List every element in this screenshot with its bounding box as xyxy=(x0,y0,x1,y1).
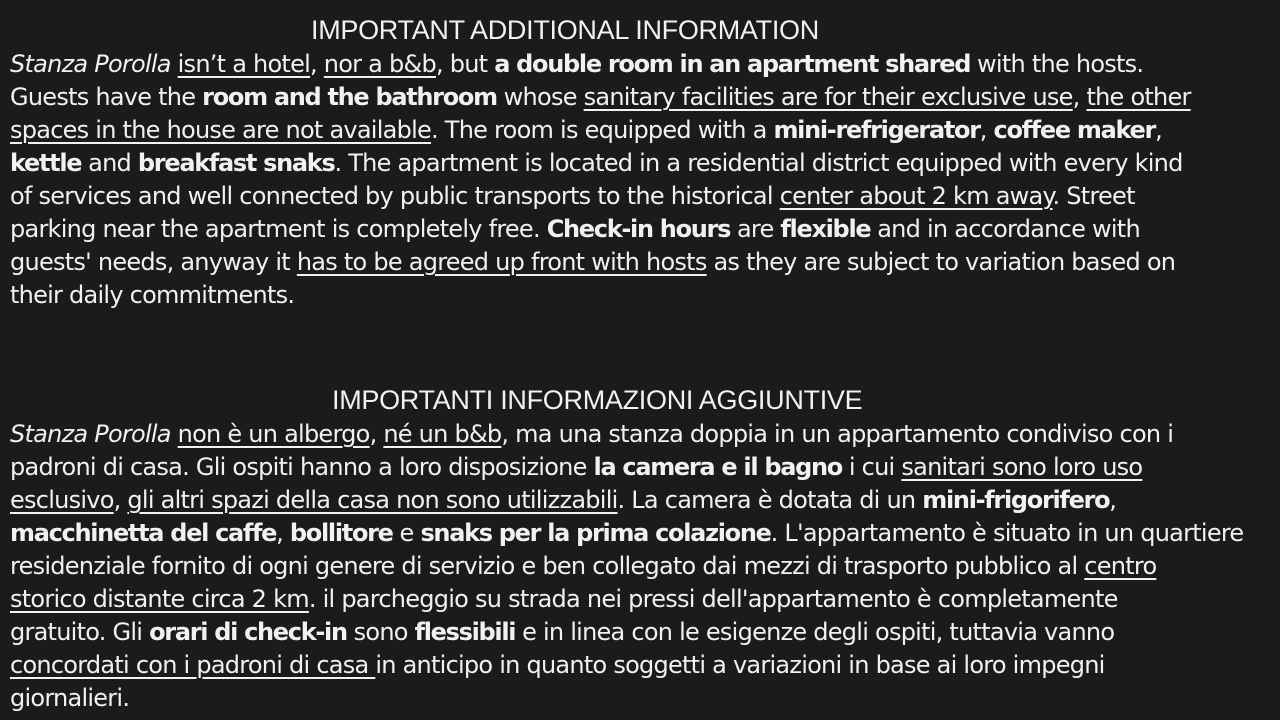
bold-text: mini-frigorifero xyxy=(922,486,1110,514)
text-segment: as they are subject to variation based on xyxy=(706,248,1176,276)
text-segment: whose xyxy=(496,83,584,111)
text-segment: , xyxy=(369,420,384,448)
underlined-text: centro xyxy=(1084,552,1157,580)
text-segment: are xyxy=(730,215,781,243)
text-segment: . Street xyxy=(1052,182,1135,210)
text-segment: . L'appartamento è situato in un quartiere xyxy=(770,519,1244,547)
text-segment: , xyxy=(310,50,324,78)
text-segment: , xyxy=(1155,116,1162,144)
text-line xyxy=(10,550,1272,583)
text-line xyxy=(10,649,1272,682)
bold-text: kettle xyxy=(10,149,82,177)
text-segment: . il parcheggio su strada nei pressi dell'appartamento è completamente xyxy=(308,585,1118,613)
text-segment: , ma una stanza doppia in un appartamento condiviso con i xyxy=(501,420,1174,448)
text-segment: , xyxy=(979,116,994,144)
underlined-text: né un b&b xyxy=(383,420,502,448)
text-segment: . La camera è dotata di un xyxy=(617,486,923,514)
text-segment: residenziale fornito di ogni genere di servizio e ben collegato dai mezzi di trasporto pubblico al xyxy=(10,552,1085,580)
underlined-text: center about 2 km away xyxy=(779,182,1053,210)
text-segment: , xyxy=(276,519,290,547)
text-line xyxy=(10,81,1272,114)
text-line xyxy=(10,616,1272,649)
bold-text: orari di check-in xyxy=(149,618,347,646)
text-line xyxy=(10,451,1272,484)
italic-text: Stanza Porolla xyxy=(10,420,171,448)
text-segment: padroni di casa. Gli ospiti hanno a loro disposizione xyxy=(10,453,594,481)
italic-text: Stanza Porolla xyxy=(10,50,171,78)
text-segment: Guests have the xyxy=(10,83,203,111)
underlined-text: sanitary facilities are for their exclusive use xyxy=(583,83,1073,111)
text-line xyxy=(10,279,1272,312)
text-line xyxy=(10,147,1272,180)
bold-text: macchinetta del caffe xyxy=(10,519,277,547)
text-segment: their daily commitments. xyxy=(10,281,295,309)
text-segment: of services and well connected by public transports to the historical xyxy=(10,182,780,210)
text-line xyxy=(10,517,1272,550)
bold-text: breakfast snaks xyxy=(137,149,335,177)
text-segment: . The apartment is located in a residential district equipped with every kind xyxy=(334,149,1183,177)
text-segment xyxy=(171,50,178,78)
text-segment: in anticipo in quanto soggetti a variazioni in base ai loro impegni xyxy=(375,651,1105,679)
english-section xyxy=(10,12,1272,312)
text-segment: , but xyxy=(435,50,495,78)
bold-text: bollitore xyxy=(289,519,393,547)
english-heading: IMPORTANT ADDITIONAL INFORMATION xyxy=(311,15,819,45)
underlined-text: nor a b&b xyxy=(323,50,436,78)
text-line xyxy=(10,682,1272,715)
underlined-text: non è un albergo xyxy=(177,420,370,448)
bold-text: Check-in hours xyxy=(546,215,731,243)
bold-text: snaks per la prima colazione xyxy=(420,519,771,547)
underlined-text: isn’t a hotel xyxy=(177,50,311,78)
italian-paragraph xyxy=(10,418,1272,715)
text-segment: guests' needs, anyway it xyxy=(10,248,297,276)
bold-text: coffee maker xyxy=(993,116,1156,144)
bold-text: room and the bathroom xyxy=(202,83,497,111)
text-segment: gratuito. Gli xyxy=(10,618,150,646)
italian-section xyxy=(10,382,1272,715)
underlined-text: spaces in the house are not available xyxy=(10,116,432,144)
text-segment: , xyxy=(1109,486,1117,514)
text-segment: and xyxy=(81,149,138,177)
text-line xyxy=(10,213,1272,246)
text-line xyxy=(10,114,1272,147)
underlined-text: gli altri spazi della casa non sono utilizzabili xyxy=(127,486,618,514)
text-line xyxy=(10,583,1272,616)
text-segment: sono xyxy=(346,618,415,646)
bold-text: a double room in an apartment shared xyxy=(494,50,971,78)
underlined-text: storico distante circa 2 km xyxy=(10,585,309,613)
bold-text: la camera e il bagno xyxy=(593,453,842,481)
text-segment: , xyxy=(113,486,128,514)
text-segment: and in accordance with xyxy=(870,215,1140,243)
text-segment: giornalieri. xyxy=(10,684,130,712)
text-segment: with the hosts. xyxy=(970,50,1144,78)
underlined-text: sanitari sono loro uso xyxy=(901,453,1143,481)
text-segment: parking near the apartment is completely free. xyxy=(10,215,547,243)
underlined-text: esclusivo xyxy=(10,486,114,514)
text-segment xyxy=(171,420,178,448)
text-line xyxy=(10,180,1272,213)
text-segment: i cui xyxy=(841,453,902,481)
underlined-text: concordati con i padroni di casa xyxy=(10,651,376,679)
underlined-text: has to be agreed up front with hosts xyxy=(296,248,707,276)
bold-text: flessibili xyxy=(414,618,516,646)
text-line xyxy=(10,48,1272,81)
text-line xyxy=(10,246,1272,279)
text-line xyxy=(10,484,1272,517)
text-line xyxy=(10,418,1272,451)
text-segment: , xyxy=(1072,83,1087,111)
english-paragraph xyxy=(10,48,1272,312)
text-segment: e in linea con le esigenze degli ospiti, tuttavia vanno xyxy=(515,618,1115,646)
bold-text: mini-refrigerator xyxy=(773,116,980,144)
underlined-text: the other xyxy=(1086,83,1191,111)
text-segment: e xyxy=(392,519,421,547)
italian-heading: IMPORTANTI INFORMAZIONI AGGIUNTIVE xyxy=(332,385,863,415)
text-segment: . The room is equipped with a xyxy=(431,116,774,144)
bold-text: flexible xyxy=(780,215,871,243)
